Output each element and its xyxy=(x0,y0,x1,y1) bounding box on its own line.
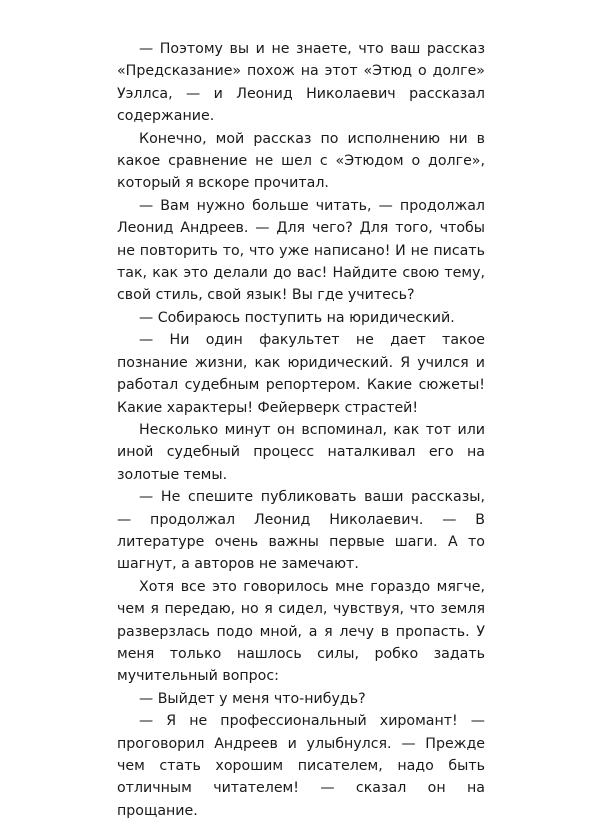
paragraph: — Собираюсь поступить на юридический. xyxy=(139,309,455,326)
paragraph: — Я не профессиональный хиромант! — проговорил Андреев и улыбнулся. — Прежде чем стать хорошим писателем, надо быть отличным читателем! — сказал он на прощание. xyxy=(117,713,485,819)
paragraph: — Поэтому вы и не знаете, что ваш рассказ «Предсказание» похож на этот «Этюд о долге» Уэллса, — и Леонид Николаевич рассказал содержание. xyxy=(117,41,485,125)
paragraph: — Выйдет у меня что-нибудь? xyxy=(139,690,366,707)
body-text xyxy=(117,38,485,822)
paragraph: Хотя все это говорилось мне гораздо мягче, чем я передаю, но я сидел, чувствуя, что земля разверзлась подо мной, а я лечу в пропасть. У меня только нашлось силы, робко задать мучительный вопрос: xyxy=(117,578,485,685)
paragraph: Конечно, мой рассказ по исполнению ни в какое сравнение не шел с «Этюдом о долге», который я вскоре прочитал. xyxy=(117,130,485,192)
paragraph: — Ни один факультет не дает такое познание жизни, как юридический. Я учился и работал судебным репортером. Какие сюжеты! Какие характеры! Фейерверк страстей! xyxy=(117,332,485,416)
paragraph: Несколько минут он вспоминал, как тот или иной судебный процесс наталкивал его на золотые темы. xyxy=(117,421,485,483)
paragraph: — Не спешите публиковать ваши рассказы, — продолжал Леонид Николаевич. — В литературе очень важны первые шаги. А то шагнут, а авторов не замечают. xyxy=(117,489,485,573)
paragraph: — Вам нужно больше читать, — продолжал Леонид Андреев. — Для чего? Для того, чтобы не повторить то, что уже написано! И не писать так, как это делали до вас! Найдите свою тему, свой стиль, свой язык! Вы где учитесь? xyxy=(117,197,485,304)
